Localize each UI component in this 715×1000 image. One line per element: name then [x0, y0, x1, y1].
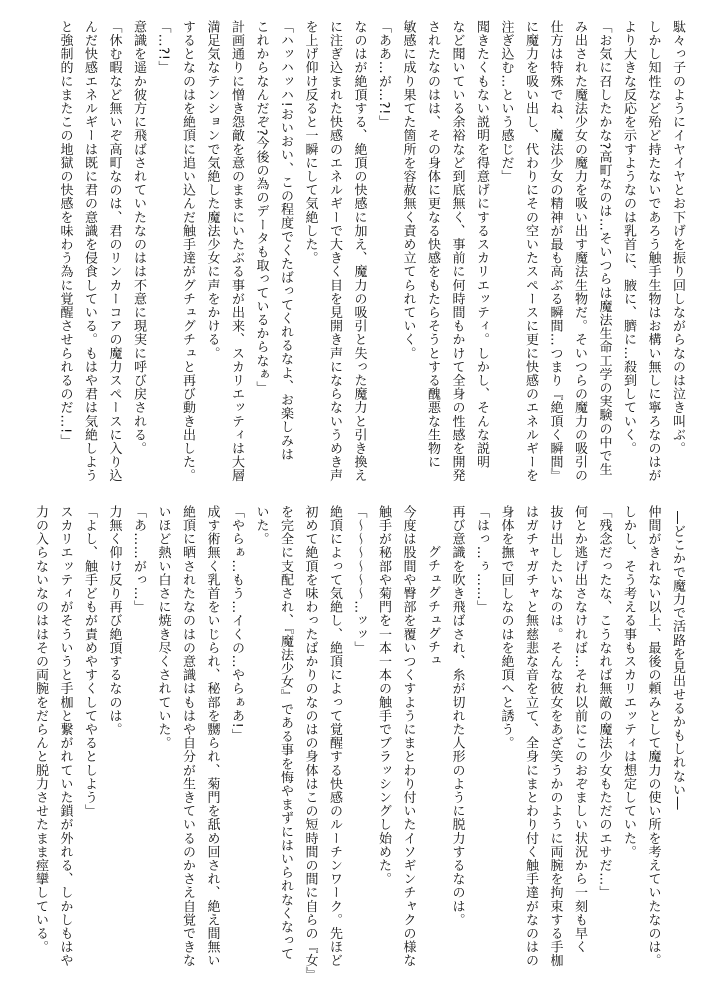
- text-line: 聞きたくもない説明を得意げにするスカリエッティ。しかし、そんな説明: [474, 20, 489, 469]
- text-line: しかし、そう考える事もスカリエッティは想定していた。: [621, 505, 636, 859]
- text-line: 意識を遥か彼方に飛ばされていたなのはは不意に現実に呼び戻される。: [131, 20, 146, 456]
- text-line: 「はっ…ぅ……」: [474, 505, 489, 614]
- text-line: グチュグチュグチュ: [425, 545, 440, 668]
- text-line: ―どこかで魔力で活路を見出せるかもしれない―: [670, 511, 685, 811]
- text-line: スカリエッティがそういうと手枷と繋がれていた鎖が外れる、しかしもはや: [57, 505, 73, 968]
- text-line: 力の入らないなのははその両腕をだらんと脱力させたまま痙攣している。: [33, 505, 48, 954]
- text-line: 絶頂に晒されたなのはの意識はもはや自分が生きているのかさえ自覚できな: [180, 505, 195, 968]
- text-line: 敏感に成り果てた箇所を容赦無く責め立てられていく。: [400, 20, 416, 360]
- text-line: 「…?!」: [155, 20, 171, 75]
- text-line: に魔力を吸い出し、代わりにその空いたスペースに更に快感のエネルギーを: [523, 20, 538, 483]
- text-line: と強制的にまたこの地獄の快感を味わう為に覚醒させられるのだ…!」: [57, 20, 73, 448]
- text-line: 再び意識を吹き飛ばされ、糸が切れた人形のように脱力するなのは。: [449, 505, 465, 927]
- text-line: 「お気に召したかな?高町なのは…そいつらは魔法生命工学の実験の中で生: [596, 20, 612, 477]
- text-line: 仲間がきれない以上、最後の頼みとして魔力の使い所を考えていたなのは。: [645, 505, 661, 968]
- text-line: 触手が秘部や菊門を一本一本の触手でブラッシングし始めた。: [376, 505, 391, 886]
- text-line: 絶頂によって気絶し、絶頂によって覚醒する快感のルーチンワーク。先ほど: [327, 505, 342, 968]
- text-line: 「ハッハッハ!おいおい、この程度でくたばってくれるなよ、お楽しみは: [278, 20, 293, 462]
- text-line: しかし知性など殆ど持たないであろう触手生物はお構い無しに寧ろなのはが: [645, 20, 661, 483]
- text-line: なのはが絶頂する、絶頂の快感に加え、魔力の吸引と失った魔力と引き換え: [351, 20, 367, 483]
- text-line: 今度は股間や臀部を覆いつくすようにまとわり付いたイソギンチャクの様な: [400, 505, 416, 968]
- text-line: を完全に支配され、『魔法少女』である事を悔やまずにはいられなくなって: [278, 505, 293, 961]
- text-line: 満足気なテンションで気絶した魔法少女に声をかける。: [204, 20, 220, 360]
- text-line: 仕方は特殊でね、魔法少女の精神が最も高ぶる瞬間…つまり『絶頂く瞬間』: [547, 20, 563, 483]
- text-line: 「残念だったな、こうなれば無敵の魔法少女もただのエサだ…」: [596, 505, 612, 900]
- text-line: より大きな反応を示すようなのは乳首に、腋に、臍に…殺到していく。: [621, 20, 636, 456]
- text-line: はガチャガチャと無慈悲な音を立て、全身にまとわり付く触手達がなのはの: [523, 505, 538, 968]
- text-line: に注ぎ込まれた快感のエネルギーで大きく目を見開き声にならないうめき声: [327, 20, 342, 483]
- text-line: 何とか逃げ出さなければ…それ以前にこのおぞましい状況から一刻も早く: [572, 505, 587, 954]
- text-line: 注ぎ込む…という感じだ」: [498, 20, 514, 184]
- text-line: を上げ仰け反ると一瞬にして気絶した。: [302, 20, 318, 265]
- text-line: 「休む暇など無いぞ高町なのは、君のリンカーコアの魔力スペースに入り込: [106, 20, 122, 483]
- text-block-lower: [33, 505, 689, 981]
- text-line: 身体を撫で回しなのはを絶頂へと誘う。: [498, 505, 514, 750]
- text-line: するとなのはを絶頂に追い込んだ触手達がグチュグチュと再び動き出した。: [180, 20, 195, 483]
- text-line: んだ快感エネルギーは既に君の意識を侵食している。もはや君は気絶しよう: [82, 20, 97, 483]
- text-line: 「よし、触手どもが責めやすくしてやるとしよう」: [82, 505, 97, 818]
- text-line: 抜け出したいなのは。そんな彼女をあざ笑うかのように両腕を拘束する手枷: [547, 505, 563, 968]
- text-line: 駄々っ子のようにイヤイヤとお下げを振り回しながらなのは泣き叫ぶ。: [670, 20, 685, 456]
- text-line: 「あ……がっ…」: [131, 505, 146, 614]
- text-line: 初めて絶頂を味わったばかりのなのはの身体はこの短時間の間に自らの『女』: [302, 505, 318, 981]
- text-line: 成す術無く乳首をいじられ、秘部を嬲られ、菊門を舐め回され、絶え間無い: [204, 505, 220, 968]
- text-line: されたなのはは、その身体に更なる快感をもたらそうとする醜悪な生物に: [425, 20, 440, 469]
- text-line: 力無く仰け反り再び絶頂するなのは。: [106, 505, 122, 737]
- text-line: 計画通りに憎き怨敵を意のままにいたぶる事が出来、スカリエッティは大層: [229, 20, 244, 483]
- text-line: いた。: [253, 505, 269, 546]
- text-line: 「やらぁ…もう…イくの…やらぁあ!」: [229, 505, 244, 743]
- text-line: これからなんだぞ?今後の為のデータも取っているからなぁ」: [253, 20, 269, 395]
- text-line: み出された魔法少女の魔力を吸い出す魔法生物だ。そいつらの魔力の吸引の: [572, 20, 587, 483]
- text-line: いほど熱い白さに焼き尽くされていた。: [155, 505, 171, 750]
- text-block-upper: [39, 20, 689, 483]
- text-line: 「～～～～～～…ッッ」: [351, 505, 367, 655]
- text-line: など聞いている余裕など到底無く、事前に何時間もかけて全身の性感を開発: [449, 20, 465, 483]
- text-line: 「ああ…が…?!」: [376, 20, 391, 129]
